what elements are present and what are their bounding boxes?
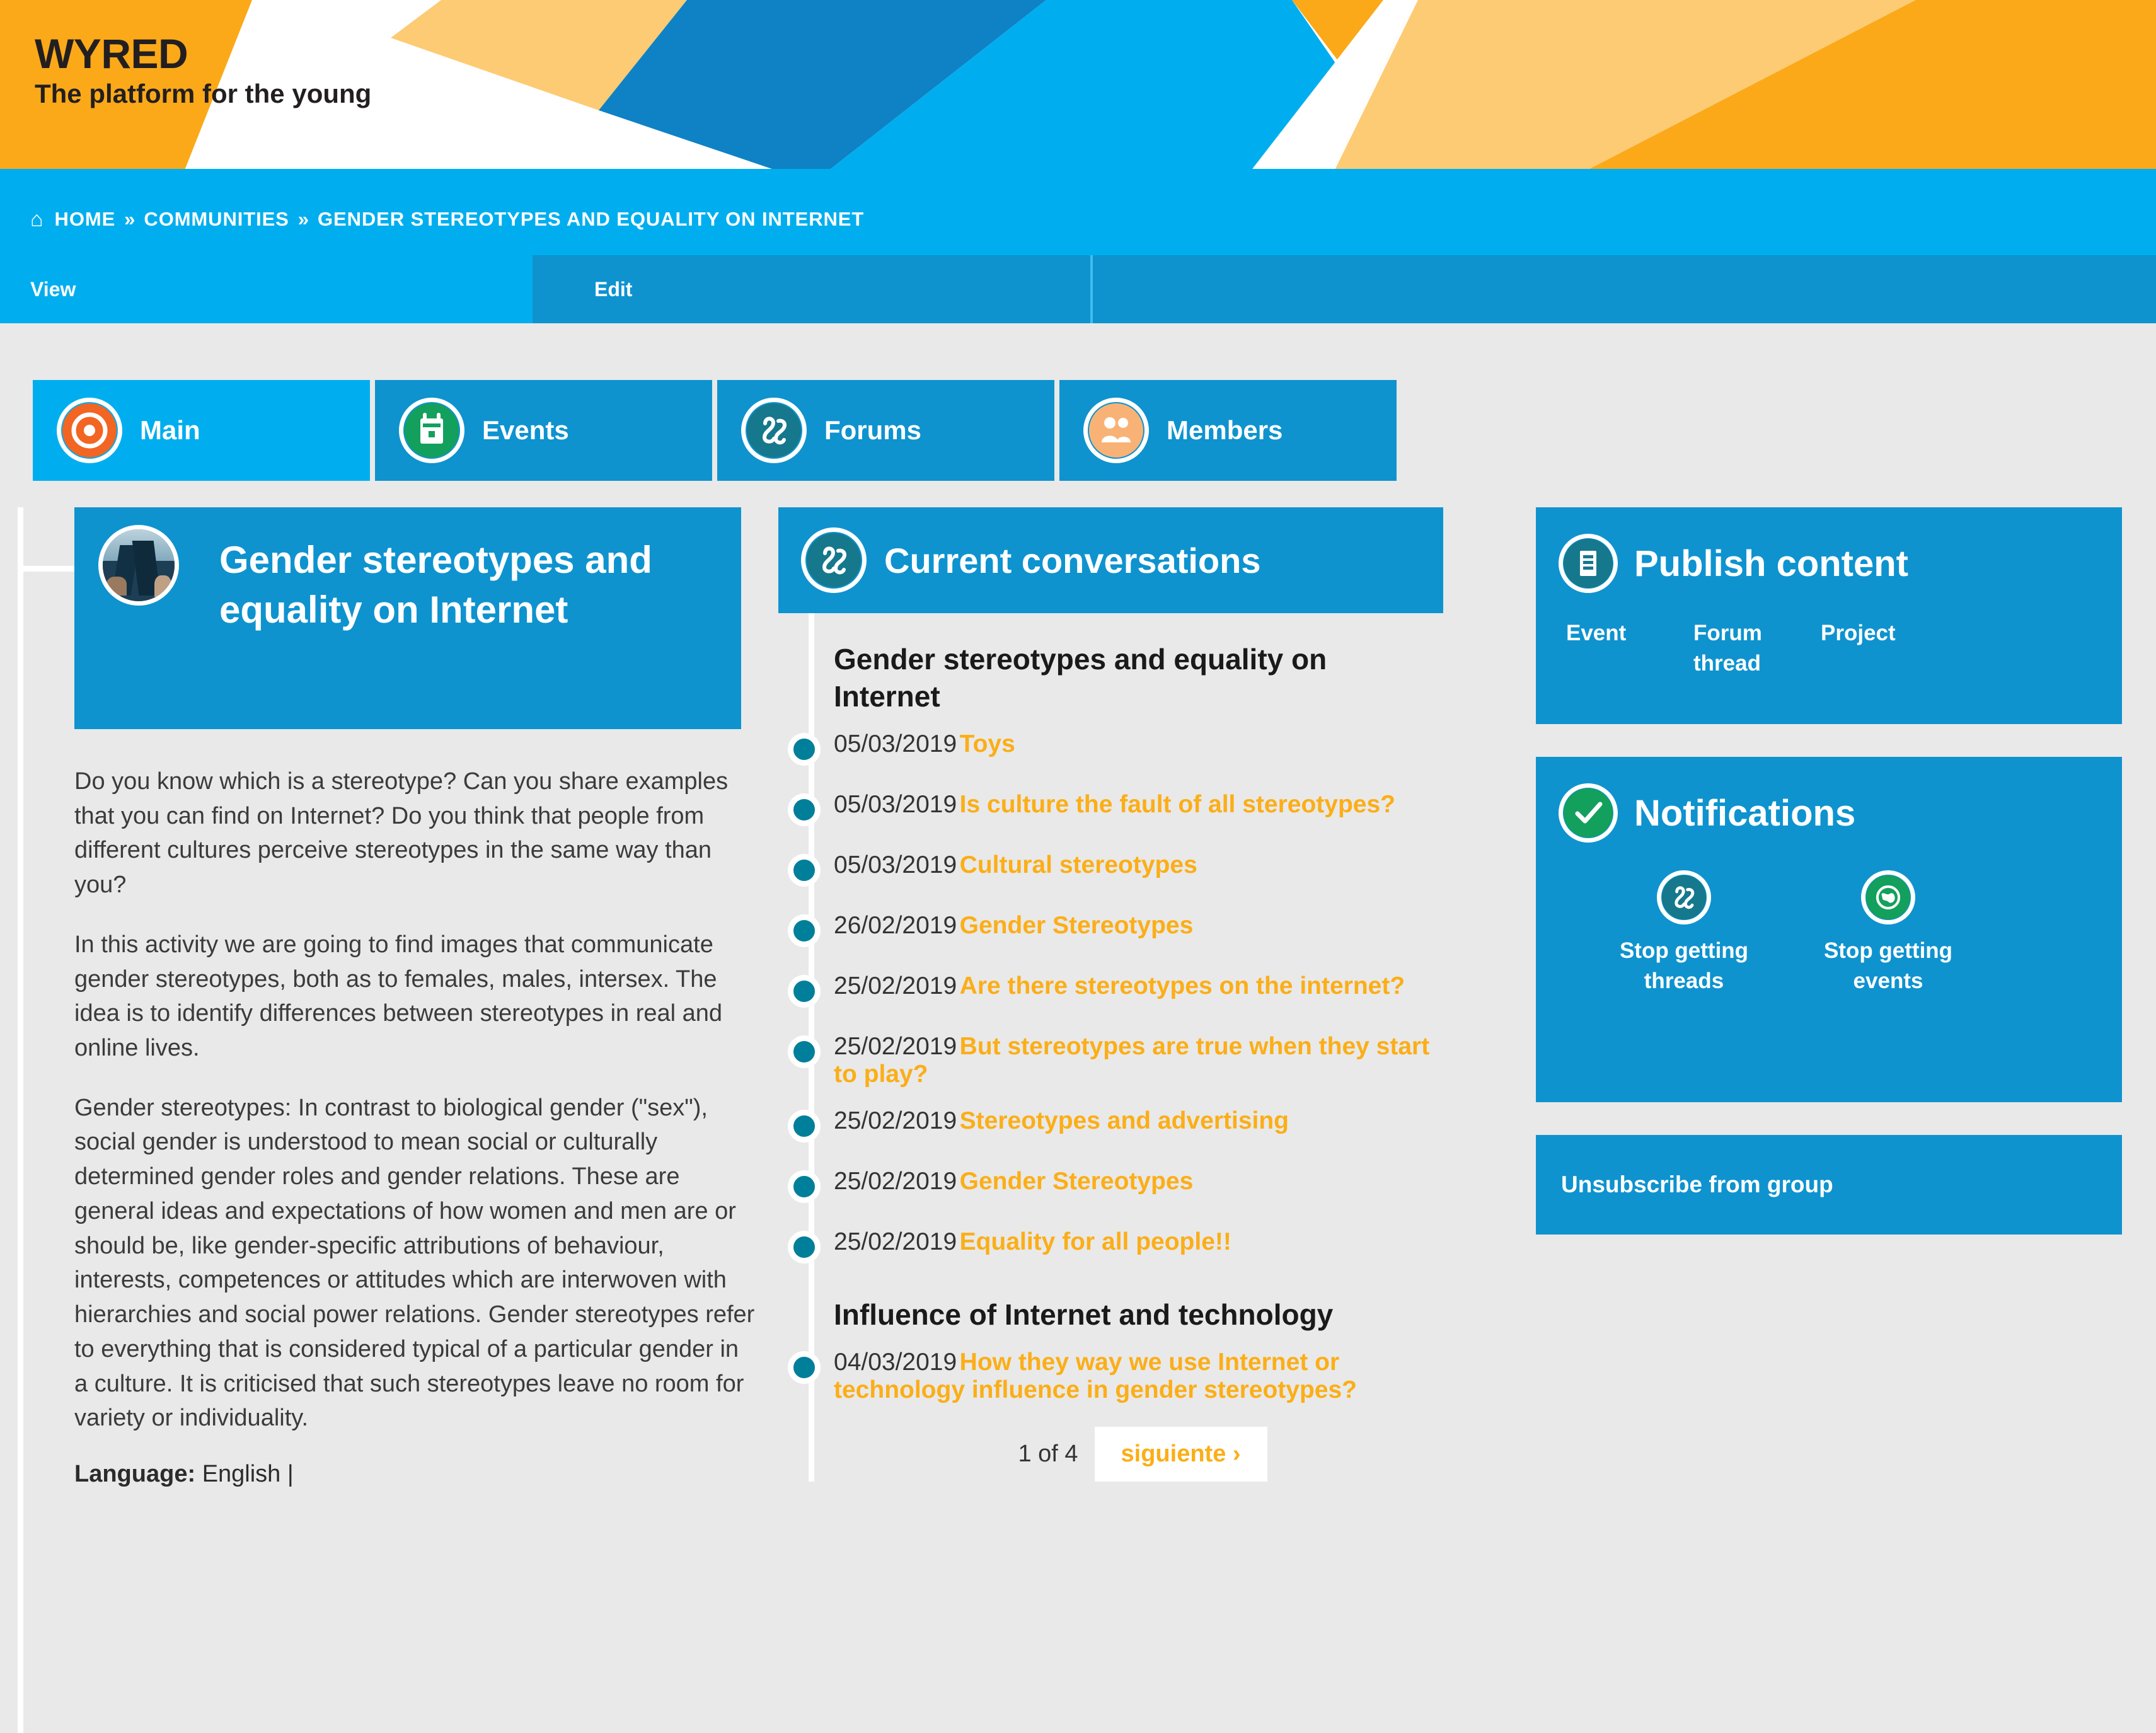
home-icon: ⌂ [30, 207, 43, 231]
notifications-card [1536, 757, 2122, 1102]
sidebar-column [1528, 507, 2138, 1267]
group-nav-item-events[interactable] [375, 380, 712, 481]
publish-link-forum-thread[interactable]: Forum thread [1693, 621, 1762, 676]
conversation-link[interactable]: Equality for all people!! [959, 1228, 1231, 1255]
conversation-date: 26/02/2019 [834, 911, 957, 939]
group-title: Gender stereotypes and equality on Internet [219, 539, 652, 631]
stop-getting-threads-button[interactable] [1601, 870, 1767, 996]
conversations-title: Current conversations [884, 540, 1261, 580]
page-body [0, 323, 2156, 1488]
breadcrumb-item-communities[interactable]: COMMUNITIES [144, 207, 289, 230]
group-nav-item-main[interactable] [33, 380, 370, 481]
group-nav [0, 323, 2156, 481]
conversation-date: 05/03/2019 [834, 790, 957, 818]
publish-link-event[interactable]: Event [1566, 621, 1627, 645]
site-banner [0, 0, 2156, 183]
notification-actions [1559, 870, 2099, 996]
conversation-link[interactable]: Cultural stereotypes [959, 851, 1197, 878]
publish-content-title: Publish content [1634, 543, 1908, 584]
logo-tagline: The platform for the young [35, 79, 372, 109]
conversation-link[interactable]: Gender Stereotypes [959, 1167, 1194, 1195]
conversation-link[interactable]: Are there stereotypes on the internet? [959, 972, 1405, 999]
publish-link-project[interactable]: Project [1821, 621, 1896, 645]
conversation-item[interactable] [834, 1107, 1451, 1149]
conversation-link[interactable]: But stereotypes are true when they start to play? [834, 1032, 1430, 1088]
stop-getting-events-label: Stop getting events [1823, 938, 1953, 993]
publish-links [1559, 618, 2099, 679]
group-nav-label: Members [1167, 415, 1283, 445]
logo-title: WYRED [35, 30, 188, 77]
conversation-date: 25/02/2019 [834, 1228, 957, 1255]
breadcrumb-separator: » [124, 207, 135, 230]
group-detail-column [0, 507, 778, 1488]
document-icon [1559, 534, 1618, 593]
breadcrumb-item-current: GENDER STEREOTYPES AND EQUALITY ON INTERNET [318, 207, 865, 230]
timeline-dot [788, 793, 821, 826]
conversation-item[interactable] [834, 791, 1451, 832]
group-nav-item-members[interactable] [1059, 380, 1397, 481]
conversation-date: 04/03/2019 [834, 1348, 957, 1376]
unsubscribe-card[interactable] [1536, 1135, 2122, 1235]
conversation-item[interactable] [834, 1033, 1451, 1088]
group-nav-item-forums[interactable] [717, 380, 1054, 481]
group-paragraph: Do you know which is a stereotype? Can you share examples that you can find on Internet? Do you think that people from different cultures perceive stereotypes in the same way than you? [74, 768, 729, 899]
conversation-group-title: Influence of Internet and technology [834, 1298, 1334, 1331]
timeline-dot [788, 733, 821, 766]
group-paragraph: In this activity we are going to find images that communicate gender stereotypes, both as to females, males, intersex. The idea is to identify differences between stereotypes in real and online lives. [74, 931, 723, 1062]
conversation-link[interactable]: Is culture the fault of all stereotypes? [959, 790, 1395, 818]
publish-content-header [1559, 534, 2099, 593]
forum-icon [1657, 870, 1711, 924]
conversation-link[interactable]: Toys [959, 730, 1015, 757]
language-value: English | [202, 1460, 294, 1487]
conversation-item[interactable] [834, 851, 1451, 893]
pager-count: 1 of 4 [1018, 1440, 1078, 1467]
conversation-item[interactable] [834, 730, 1451, 772]
group-nav-label: Forums [824, 415, 922, 445]
timeline-dot [788, 1351, 821, 1384]
group-nav-label: Main [140, 415, 200, 445]
publish-content-card [1536, 507, 2122, 724]
conversation-link[interactable]: Gender Stereotypes [959, 911, 1194, 939]
globe-icon [1861, 870, 1915, 924]
timeline-dot [788, 1170, 821, 1203]
timeline-dot [788, 854, 821, 887]
conversation-date: 05/03/2019 [834, 851, 957, 878]
stop-getting-events-button[interactable] [1806, 870, 1971, 996]
conversation-date: 25/02/2019 [834, 1107, 957, 1134]
language-row [74, 1461, 755, 1488]
conversation-date: 25/02/2019 [834, 1167, 957, 1195]
breadcrumb-item-home[interactable]: HOME [54, 207, 116, 230]
conversation-item[interactable] [834, 972, 1451, 1014]
conversation-item[interactable] [834, 1349, 1451, 1404]
timeline-dot [788, 914, 821, 947]
timeline-dot [788, 975, 821, 1008]
group-avatar [98, 525, 179, 606]
tab-bar-filler [1090, 255, 2156, 323]
conversations-header [778, 507, 1443, 613]
conversation-item[interactable] [834, 912, 1451, 953]
breadcrumb-separator: » [297, 207, 309, 230]
stop-getting-threads-label: Stop getting threads [1619, 938, 1749, 993]
local-task-tabs [0, 255, 2156, 323]
forum-icon [801, 527, 867, 593]
conversation-date: 25/02/2019 [834, 972, 957, 999]
conversation-date: 05/03/2019 [834, 730, 957, 757]
language-label: Language: [74, 1460, 196, 1487]
conversation-link[interactable]: How they way we use Internet or technology influence in gender stereotypes? [834, 1348, 1357, 1403]
group-title-card [74, 507, 741, 729]
group-nav-label: Events [482, 415, 569, 445]
breadcrumb [0, 183, 2156, 255]
members-icon [1083, 398, 1149, 463]
timeline-dot [788, 1035, 821, 1068]
conversation-group-title: Gender stereotypes and equality on Internet [834, 643, 1327, 713]
unsubscribe-from-group-link[interactable]: Unsubscribe from group [1561, 1172, 1833, 1197]
group-paragraph: Gender stereotypes: In contrast to biological gender ("sex"), social gender is understood to mean social or culturally determined gender roles and gender relations. These are general ideas and expectations of how women and men are or should be, like gender-specific attributions of behaviour, interests, competences or attitudes which are interwoven with hierarchies and social power relations. Gender stereotypes refer to everything that is considered typical of a particular gender in a culture. It is criticised that such stereotypes leave no room for variety or individuality. [74, 1094, 755, 1432]
pager-next-button[interactable]: siguiente › [1095, 1427, 1267, 1482]
conversation-item[interactable] [834, 1228, 1451, 1270]
timeline-dot [788, 1231, 821, 1264]
tab-edit[interactable]: Edit [533, 255, 1090, 323]
notifications-title: Notifications [1634, 792, 1856, 834]
conversation-date: 25/02/2019 [834, 1032, 957, 1060]
conversation-item[interactable] [834, 1168, 1451, 1209]
check-circle-icon [1559, 783, 1618, 843]
calendar-icon [399, 398, 464, 463]
target-icon [57, 398, 122, 463]
left-rail-connector [18, 566, 74, 572]
main-columns [0, 481, 2156, 1488]
conversation-link[interactable]: Stereotypes and advertising [959, 1107, 1289, 1134]
forum-icon [741, 398, 807, 463]
site-logo[interactable] [0, 0, 371, 108]
timeline-dot [788, 1110, 821, 1143]
tab-view[interactable]: View [30, 277, 76, 301]
notifications-header [1559, 783, 2099, 843]
conversations-timeline [778, 613, 1528, 1482]
conversations-pager [834, 1427, 1451, 1482]
left-rail [18, 507, 23, 1733]
group-description [74, 729, 755, 1488]
conversations-column [778, 507, 1528, 1482]
